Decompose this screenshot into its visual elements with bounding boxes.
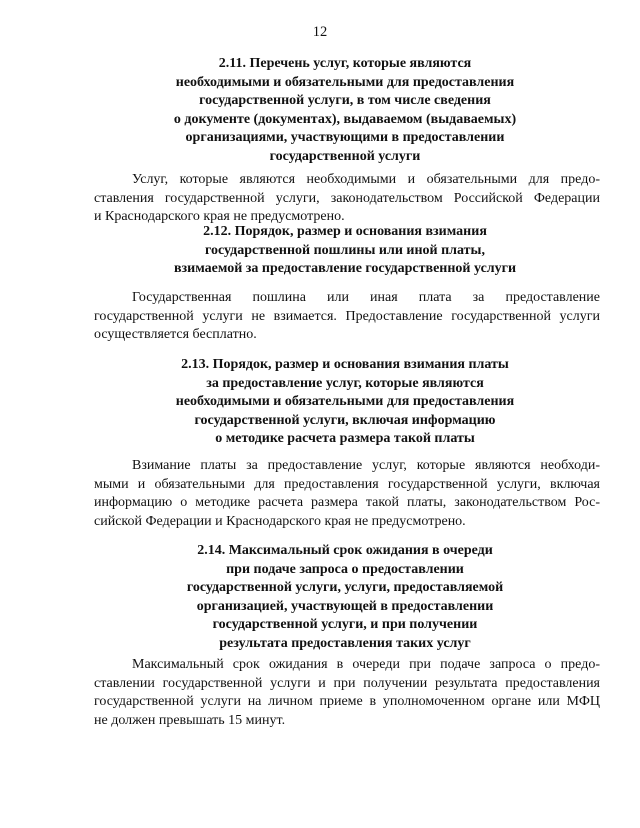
heading-line: государственной услуги, и при получении [212,617,478,633]
heading-line: государственной пошлины или иной платы, [205,242,485,258]
heading-line: государственной услуги [269,148,421,164]
paragraph-line: государственной услуги не взимается. Предоставление государственной услуги [94,308,600,324]
page-number: 12 [312,24,328,40]
paragraph-line: Государственная пошлина или иная плата за предоставление [132,290,600,305]
section-2-14-paragraph [94,656,600,730]
paragraph-line: сийской Федерации и Краснодарского края не предусмотрено. [94,513,466,529]
heading-line: при подаче запроса о предоставлении [226,561,464,577]
heading-line: 2.11. Перечень услуг, которые являются [218,56,472,71]
heading-line: о методике расчета размера такой платы [215,431,475,447]
paragraph-line: и Краснодарского края не предусмотрено. [94,209,345,225]
paragraph-line: ставления государственной услуги, законодательством Российской Федерации [94,190,600,206]
heading-line: результата предоставления таких услуг [219,635,471,651]
paragraph-line: Услуг, которые являются необходимыми и обязательными для предо- [132,172,600,187]
section-2-13-paragraph [94,457,600,531]
heading-line: 2.14. Максимальный срок ожидания в очереди [197,543,493,558]
heading-line: взимаемой за предоставление государственной услуги [173,261,517,277]
section-2-11-heading [80,55,610,167]
paragraph-line: Максимальный срок ожидания в очереди при подаче запроса о предо- [132,657,600,672]
heading-line: 2.13. Порядок, размер и основания взимания платы [181,357,509,372]
heading-line: организацией, участвующей в предоставлении [196,598,494,614]
paragraph-line: Взимание платы за предоставление услуг, которые являются необходи- [132,458,600,473]
section-2-12-heading [80,223,610,279]
heading-line: необходимыми и обязательными для предоставления [175,394,515,410]
heading-line: государственной услуги, включая информацию [194,412,496,428]
heading-line: государственной услуги, в том числе сведения [199,93,491,109]
paragraph-line: ставлении государственной услуги и при получении результата предоставления [94,675,600,691]
heading-line: необходимыми и обязательными для предоставления [175,74,515,90]
section-2-11-paragraph [94,171,600,227]
section-2-14-heading [80,542,610,654]
heading-line: за предоставление услуг, которые являются [206,375,484,391]
heading-line: организациями, участвующими в предоставлении [185,130,505,146]
paragraph-line: не должен превышать 15 минут. [94,712,286,728]
paragraph-line: информацию о методике расчета размера такой платы, законодательством Рос- [94,495,600,511]
heading-line: о документе (документах), выдаваемом (выдаваемых) [173,111,517,127]
paragraph-line: государственной услуги на личном приеме в уполномоченном органе или МФЦ [94,694,600,710]
section-2-12-paragraph [94,289,600,345]
section-2-13-heading [80,356,610,449]
paragraph-line: мыми и обязательными для предоставления государственной услуги, включая [94,476,600,492]
heading-line: 2.12. Порядок, размер и основания взимания [203,224,487,239]
paragraph-line: осуществляется бесплатно. [94,327,257,343]
heading-line: государственной услуги, услуги, предоставляемой [186,580,504,596]
